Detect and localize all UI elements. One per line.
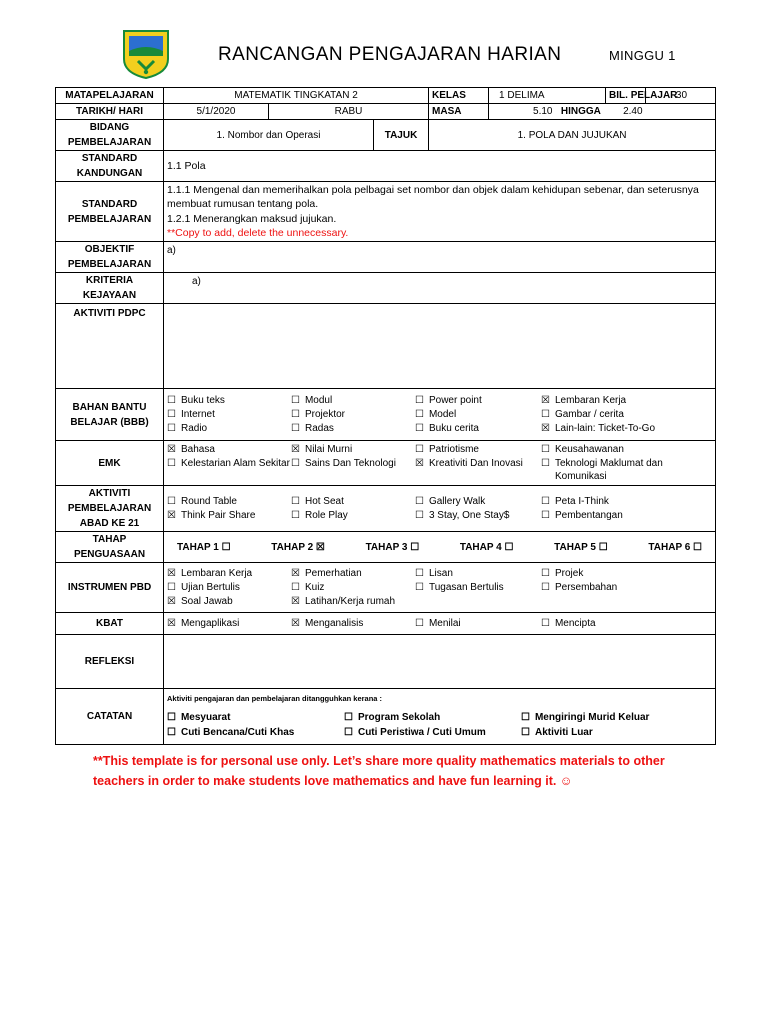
bbb-option-label: Lembaran Kerja [554,395,627,406]
kbat-option[interactable] [541,617,691,630]
checkbox-icon[interactable]: ☐ [541,409,550,420]
label-activity: AKTIVITI PDPC [56,304,164,389]
pbd-option[interactable] [167,567,291,580]
pbd-option-label: Soal Jawab [180,596,233,607]
checkbox-icon[interactable]: ☐ [541,568,550,579]
pbd-option[interactable] [541,595,691,608]
checkbox-icon[interactable]: ☐ [167,395,176,406]
bbb-option-label: Internet [180,409,215,420]
emk-option-label: Kreativiti Dan Inovasi [428,458,523,469]
abad-option[interactable] [291,509,415,522]
catatan-option[interactable] [521,726,671,739]
bbb-option-label: Lain-lain: Ticket-To-Go [554,423,656,434]
field-value: 1. Nombor dan Operasi [164,120,374,151]
row-refleksi [56,635,716,689]
checkbox-icon[interactable]: ☐ [541,582,550,593]
row-abad21 [56,486,716,532]
row-content-standard [56,151,716,182]
checkbox-icon[interactable]: ☐ [291,582,300,593]
tahap-option[interactable] [460,541,514,554]
checkbox-icon[interactable]: ☐ [415,423,424,434]
checked-box-icon[interactable]: ☒ [291,444,300,455]
abad-option-label: Peta I-Think [554,496,609,507]
bbb-option[interactable] [415,422,541,435]
catatan-grid [167,711,712,739]
checkbox-icon[interactable]: ☐ [415,582,424,593]
pbd-options [164,563,716,613]
tahap-option[interactable] [177,541,231,554]
checked-box-icon[interactable]: ☒ [541,395,550,406]
day-value: RABU [269,104,429,120]
catatan-option[interactable] [344,726,521,739]
checked-box-icon[interactable]: ☒ [167,444,176,455]
label-refleksi: REFLEKSI [56,635,164,689]
school-logo [122,29,170,79]
emk-option[interactable] [541,457,691,483]
checkbox-icon[interactable]: ☐ [541,496,550,507]
emk-options [164,441,716,486]
pbd-option-label: Ujian Bertulis [180,582,240,593]
bbb-options [164,389,716,441]
checkbox-icon[interactable]: ☐ [415,395,424,406]
tahap-label: TAHAP 6 [648,541,691,553]
lesson-plan-table [55,87,715,745]
tahap-label: TAHAP 2 [271,541,314,553]
label-subject: MATAPELAJARAN [56,88,164,104]
refleksi-value [164,635,716,689]
tahap-options [164,532,716,563]
row-pbd [56,563,716,613]
pbd-option-label: Pemerhatian [304,568,362,579]
emk-option-label: Patriotisme [428,444,479,455]
pbd-option-label: Persembahan [554,582,618,593]
time-start: 5.10 [533,106,553,117]
kbat-option-label: Mencipta [554,618,596,629]
bbb-option-label: Model [428,409,457,420]
row-criteria [56,273,716,304]
pbd-option-label: Lisan [428,568,453,579]
checkbox-icon[interactable]: ☐ [415,510,424,521]
bbb-option-label: Buku teks [180,395,225,406]
checkbox-icon[interactable]: ☐ [167,712,176,723]
checked-box-icon[interactable]: ☒ [167,596,176,607]
kbat-option[interactable] [415,617,541,630]
checkbox-icon[interactable]: ☐ [344,712,353,723]
checkbox-icon[interactable]: ☐ [541,618,550,629]
emk-option-label: Teknologi Maklumat dan Komunikasi [554,458,663,482]
checkbox-icon[interactable]: ☐ [415,409,424,420]
objective-value: a) [164,242,716,273]
learning-standard-cell [164,182,716,242]
abad-option-label: Gallery Walk [428,496,486,507]
label-abad21: AKTIVITI PEMBELAJARAN ABAD KE 21 [56,486,164,532]
label-date: TARIKH/ HARI [56,104,164,120]
checkbox-icon[interactable]: ☐ [541,458,550,469]
bbb-option-label: Radio [180,423,208,434]
row-catatan [56,689,716,745]
pbd-option[interactable] [167,595,291,608]
bbb-option[interactable] [541,394,691,407]
kbat-option-label: Menganalisis [304,618,364,629]
checkbox-icon[interactable]: ☐ [167,582,176,593]
bbb-option[interactable] [541,408,691,421]
checkbox-icon[interactable]: ☐ [291,395,300,406]
pbd-option-label: Lembaran Kerja [180,568,253,579]
bbb-grid [167,394,712,435]
abad-option[interactable] [167,495,291,508]
bbb-option[interactable] [291,422,415,435]
emk-option[interactable] [291,457,415,483]
checked-box-icon[interactable]: ☒ [291,596,300,607]
catatan-option-label: Mengiringi Murid Keluar [534,712,650,723]
pbd-option-label: Latihan/Kerja rumah [304,596,396,607]
abad-option[interactable] [167,509,291,522]
bbb-option[interactable] [167,422,291,435]
pbd-option-label: Projek [554,568,584,579]
row-date [56,104,716,120]
kbat-option[interactable] [167,617,291,630]
tahap-label: TAHAP 5 [554,541,596,553]
emk-option[interactable] [415,457,541,483]
checkbox-icon[interactable]: ☐ [344,727,353,738]
page-title: RANCANGAN PENGAJARAN HARIAN [218,44,562,65]
criteria-value: a) [164,273,716,304]
week-label: MINGGU 1 [609,48,676,63]
tahap-option[interactable] [648,541,702,554]
subject-value: MATEMATIK TINGKATAN 2 [164,88,429,104]
checkbox-icon[interactable]: ☐ [291,510,300,521]
catatan-option[interactable] [167,726,344,739]
pbd-option[interactable] [415,581,541,594]
abad-option-label: Role Play [304,510,348,521]
tahap-option[interactable] [554,541,608,554]
checked-box-icon[interactable]: ☒ [415,458,424,469]
emk-option[interactable] [415,443,541,456]
time-range [489,104,716,120]
abad-option-label: Think Pair Share [180,510,256,521]
catatan-option[interactable] [344,711,521,724]
label-time: MASA [429,104,489,120]
bbb-option[interactable] [291,394,415,407]
catatan-option-label: Cuti Peristiwa / Cuti Umum [357,727,486,738]
kbat-grid [167,617,712,630]
checkbox-icon[interactable]: ☐ [521,727,530,738]
checkbox-icon[interactable]: ☐ [167,458,176,469]
kbat-option-label: Menilai [428,618,461,629]
checkbox-icon[interactable]: ☐ [291,496,300,507]
pbd-option[interactable] [415,595,541,608]
checked-box-icon[interactable]: ☒ [167,618,176,629]
abad-grid [167,495,712,522]
abad-option[interactable] [291,495,415,508]
abad-option[interactable] [415,509,541,522]
row-kbat [56,613,716,635]
row-bbb [56,389,716,441]
footer-note: **This template is for personal use only. Let’s share more quality mathematics materials to other teachers in order to make students love mathematics and have fun learning it. ☺ [93,754,665,788]
emk-option-label: Sains Dan Teknologi [304,458,396,469]
tahap-option[interactable] [271,541,325,554]
pbd-option-label: Tugasan Bertulis [428,582,504,593]
pbd-option[interactable] [167,581,291,594]
bbb-option[interactable] [415,408,541,421]
catatan-option-label: Mesyuarat [180,712,231,723]
catatan-option[interactable] [167,711,344,724]
pbd-option[interactable] [291,567,415,580]
checkbox-icon[interactable]: ☐ [415,618,424,629]
label-catatan: CATATAN [56,689,164,745]
class-value: 1 DELIMA [489,88,606,104]
catatan-option[interactable] [521,711,671,724]
catatan-heading: Aktiviti pengajaran dan pembelajaran ditangguhkan kerana : [167,694,383,703]
bbb-option-label: Radas [304,423,334,434]
label-emk: EMK [56,441,164,486]
checkbox-icon[interactable]: ☐ [415,496,424,507]
label-kbat: KBAT [56,613,164,635]
row-emk [56,441,716,486]
label-content-standard: STANDARD KANDUNGAN [56,151,164,182]
pbd-option[interactable] [415,567,541,580]
abad-option-label: 3 Stay, One Stay$ [428,510,510,521]
checked-box-icon[interactable]: ☒ [541,423,550,434]
abad-option[interactable] [541,495,691,508]
content-standard-value: 1.1 Pola [164,151,716,182]
label-topic: TAJUK [374,120,429,151]
emk-option[interactable] [167,443,291,456]
pbd-option[interactable] [291,581,415,594]
abad-option[interactable] [541,509,691,522]
checkbox-icon[interactable]: ☐ [167,423,176,434]
learning-standard-line1: 1.1.1 Mengenal dan memerihalkan pola pelbagai set nombor dan objek dalam kehidupan sebenar, dan seterusnya membuat rumusan tentang pola. [167,183,699,210]
tahap-option[interactable] [366,541,420,554]
checkbox-icon[interactable]: ☐ [521,712,530,723]
bbb-option[interactable] [541,422,691,435]
abad-option[interactable] [415,495,541,508]
pbd-grid [167,567,712,608]
students-value: 30 [646,88,716,104]
label-tahap: TAHAP PENGUASAAN [56,532,164,563]
tahap-label: TAHAP 3 [365,541,408,553]
checkbox-icon[interactable]: ☐ [501,541,514,553]
learning-standard-line2: 1.2.1 Menerangkan maksud jujukan. [167,212,337,225]
checkbox-icon[interactable]: ☐ [167,727,176,738]
abad-option-label: Hot Seat [304,496,344,507]
checked-box-icon[interactable]: ☒ [313,541,325,553]
row-subject [56,88,716,104]
checkbox-icon[interactable]: ☐ [541,444,550,455]
abad-option-label: Round Table [180,496,237,507]
kbat-option[interactable] [291,617,415,630]
label-students: BIL. PELAJAR [606,88,646,104]
checkbox-icon[interactable]: ☐ [291,409,300,420]
catatan-option-label: Aktiviti Luar [534,727,593,738]
checkbox-icon[interactable]: ☐ [291,423,300,434]
emk-option-label: Nilai Murni [304,444,353,455]
time-end: 2.40 [623,106,643,117]
label-bbb: BAHAN BANTU BELAJAR (BBB) [56,389,164,441]
pbd-option[interactable] [291,595,415,608]
emk-option[interactable] [167,457,291,483]
abad21-options [164,486,716,532]
emk-option-label: Bahasa [180,444,215,455]
checkbox-icon[interactable]: ☐ [407,541,420,553]
emk-option-label: Keusahawanan [554,444,624,455]
bbb-option[interactable] [167,394,291,407]
learning-standard-note: **Copy to add, delete the unnecessary. [167,227,349,239]
row-tahap [56,532,716,563]
checkbox-icon[interactable]: ☐ [690,541,703,553]
label-pbd: INSTRUMEN PBD [56,563,164,613]
emk-grid [167,443,712,483]
emk-option[interactable] [541,443,691,456]
row-activity [56,304,716,389]
catatan-cell [164,689,716,745]
abad-option-label: Pembentangan [554,510,623,521]
checked-box-icon[interactable]: ☒ [167,510,176,521]
checkbox-icon[interactable]: ☐ [415,568,424,579]
catatan-option-label: Program Sekolah [357,712,441,723]
bbb-option[interactable] [415,394,541,407]
checkbox-icon[interactable]: ☐ [167,409,176,420]
checkbox-icon[interactable]: ☐ [596,541,608,553]
bbb-option-label: Gambar / cerita [554,409,624,420]
checkbox-icon[interactable]: ☐ [541,510,550,521]
date-value: 5/1/2020 [164,104,269,120]
label-field: BIDANG PEMBELAJARAN [56,120,164,151]
tahap-row [167,541,712,554]
topic-value: 1. POLA DAN JUJUKAN [429,120,716,151]
tahap-label: TAHAP 1 [177,541,219,553]
bbb-option-label: Modul [304,395,333,406]
checkbox-icon[interactable]: ☐ [415,444,424,455]
time-separator: HINGGA [560,106,601,117]
bbb-option[interactable] [291,408,415,421]
row-objective [56,242,716,273]
emk-option-label: Kelestarian Alam Sekitar [180,458,290,469]
pbd-option[interactable] [541,567,691,580]
row-field [56,120,716,151]
label-criteria: KRITERIA KEJAYAAN [56,273,164,304]
kbat-options [164,613,716,635]
catatan-option-label: Cuti Bencana/Cuti Khas [180,727,295,738]
checkbox-icon[interactable]: ☐ [291,458,300,469]
emk-option[interactable] [291,443,415,456]
pbd-option[interactable] [541,581,691,594]
activity-value [164,304,716,389]
tahap-label: TAHAP 4 [459,541,502,553]
pbd-option-label: Kuiz [304,582,325,593]
checked-box-icon[interactable]: ☒ [291,618,300,629]
label-class: KELAS [429,88,489,104]
bbb-option-label: Projektor [304,409,345,420]
checkbox-icon[interactable]: ☐ [167,496,176,507]
checked-box-icon[interactable]: ☒ [167,568,176,579]
checked-box-icon[interactable]: ☒ [291,568,300,579]
checkbox-icon[interactable]: ☐ [218,541,231,553]
bbb-option-label: Power point [428,395,482,406]
label-learning-standard: STANDARD PEMBELAJARAN [56,182,164,242]
kbat-option-label: Mengaplikasi [180,618,240,629]
bbb-option-label: Buku cerita [428,423,479,434]
bbb-option[interactable] [167,408,291,421]
label-objective: OBJEKTIF PEMBELAJARAN [56,242,164,273]
row-learning-standard [56,182,716,242]
